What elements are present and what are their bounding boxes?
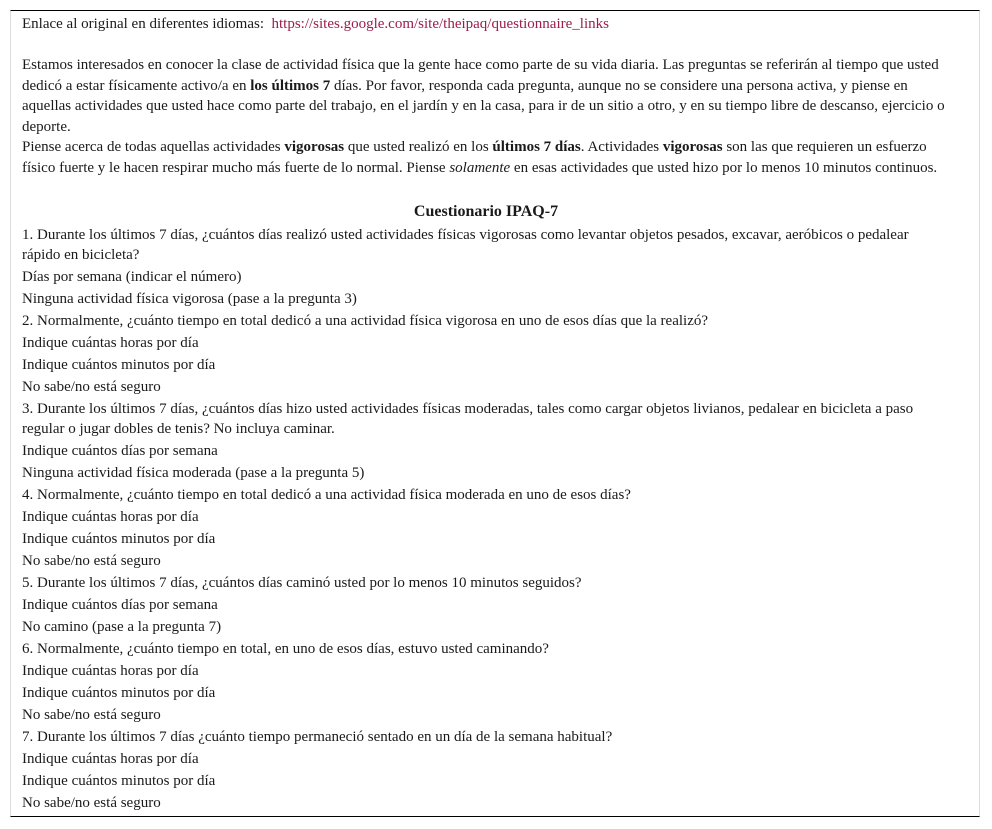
q3-option-days: Indique cuántos días por semana xyxy=(22,443,218,459)
question-5: 5. Durante los últimos 7 días, ¿cuántos días caminó usted por lo menos 10 minutos seguidos? xyxy=(22,575,582,591)
q7-option-minutes: Indique cuántos minutos por día xyxy=(22,773,216,789)
intro-paragraph-1: Estamos interesados en conocer la clase de actividad física que la gente hace como parte de su vida diaria. Las preguntas se referirán al tiempo que usted dedicó a estar físicamente activo/a en los últimos 7 días. Por favor, responda cada pregunta, aunque no se considere una persona activa, y piense en aquellas actividades que usted hace como parte del trabajo, en el jardín y en la casa, para ir de un sitio a otro, y en su tiempo libre de descanso, ejercicio o deporte. xyxy=(22,57,945,135)
q2-option-minutes: Indique cuántos minutos por día xyxy=(22,357,216,373)
q5-option-none: No camino (pase a la pregunta 7) xyxy=(22,619,222,635)
document-box xyxy=(10,10,980,817)
question-2: 2. Normalmente, ¿cuánto tiempo en total dedicó a una actividad física vigorosa en uno de esos días que la realizó? xyxy=(22,313,709,329)
link-label: Enlace al original en diferentes idiomas: xyxy=(22,16,264,32)
q4-option-unsure: No sabe/no está seguro xyxy=(22,553,161,569)
questionnaire-title: Cuestionario IPAQ-7 xyxy=(413,203,559,220)
q4-option-hours: Indique cuántas horas por día xyxy=(22,509,199,525)
original-link[interactable]: https://sites.google.com/site/theipaq/questionnaire_links xyxy=(271,16,609,32)
original-link-row xyxy=(22,15,609,33)
intro-paragraph-2: Piense acerca de todas aquellas actividades vigorosas que usted realizó en los últimos 7 días. Actividades vigorosas son las que requieren un esfuerzo físico fuerte y le hacen respirar mucho más fuerte de lo normal. Piense solamente en esas actividades que usted hizo por lo menos 10 minutos continuos. xyxy=(22,139,938,176)
q6-option-hours: Indique cuántas horas por día xyxy=(22,663,199,679)
q2-option-hours: Indique cuántas horas por día xyxy=(22,335,199,351)
q7-option-unsure: No sabe/no está seguro xyxy=(22,795,161,811)
q5-option-days: Indique cuántos días por semana xyxy=(22,597,218,613)
q6-option-minutes: Indique cuántos minutos por día xyxy=(22,685,216,701)
question-4: 4. Normalmente, ¿cuánto tiempo en total dedicó a una actividad física moderada en uno de esos días? xyxy=(22,487,631,503)
q4-option-minutes: Indique cuántos minutos por día xyxy=(22,531,216,547)
question-7: 7. Durante los últimos 7 días ¿cuánto tiempo permaneció sentado en un día de la semana habitual? xyxy=(22,729,613,745)
question-6: 6. Normalmente, ¿cuánto tiempo en total, en uno de esos días, estuvo usted caminando? xyxy=(22,641,549,657)
question-3: 3. Durante los últimos 7 días, ¿cuántos días hizo usted actividades físicas moderadas, tales como cargar objetos livianos, pedalear en bicicleta a paso regular o jugar dobles de tenis? No incluya caminar. xyxy=(22,401,914,437)
q1-option-none: Ninguna actividad física vigorosa (pase a la pregunta 3) xyxy=(22,291,357,307)
q2-option-unsure: No sabe/no está seguro xyxy=(22,379,161,395)
q7-option-hours: Indique cuántas horas por día xyxy=(22,751,199,767)
q1-option-days: Días por semana (indicar el número) xyxy=(22,269,242,285)
q3-option-none: Ninguna actividad física moderada (pase a la pregunta 5) xyxy=(22,465,365,481)
intro-text xyxy=(22,55,957,178)
q6-option-unsure: No sabe/no está seguro xyxy=(22,707,161,723)
question-1: 1. Durante los últimos 7 días, ¿cuántos días realizó usted actividades físicas vigorosas como levantar objetos pesados, excavar, aeróbicos o pedalear rápido en bicicleta? xyxy=(22,227,909,263)
questions-list xyxy=(22,224,922,814)
